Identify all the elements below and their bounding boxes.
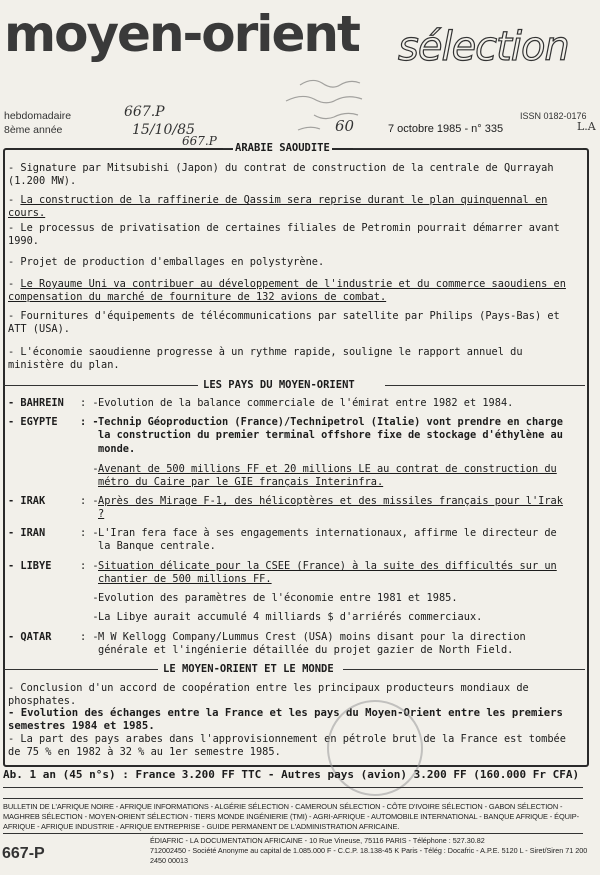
country-label-iran: - IRAN bbox=[8, 527, 46, 539]
list-item: - Fournitures d'équipements de télécommunications par satellite par Philips (Pays-Bas) et ATT (USA). bbox=[8, 310, 560, 336]
list-item: - Conclusion d'un accord de coopération entre les principaux producteurs mondiaux de phosphates. bbox=[8, 682, 529, 708]
publisher-info bbox=[150, 836, 590, 866]
list-item: : - L'Iran fera face à ses engagements internationaux, affirme le directeur de la Banque centrale. bbox=[80, 527, 557, 553]
country-label-qatar: - QATAR bbox=[8, 631, 52, 643]
masthead-subtitle: sélection bbox=[398, 24, 569, 70]
list-item: - Evolution des paramètres de l'économie entre 1981 et 1985. bbox=[80, 592, 458, 604]
section-header-countries bbox=[3, 378, 589, 392]
list-item: - La part des pays arabes dans l'approvisionnement en pétrole brut de la France est tombée de 75 % en 1982 à 32 % au 1er semestre 1985. bbox=[8, 733, 566, 759]
list-item: - La Libye aurait accumulé 4 milliards $ d'arriérés commerciaux. bbox=[80, 611, 483, 623]
handwritten-date: 15/10/85 bbox=[132, 122, 195, 138]
issue-suffix: L.A bbox=[577, 120, 596, 133]
country-label-libye: - LIBYE bbox=[8, 560, 52, 572]
frequency-label: hebdomadaire bbox=[4, 110, 72, 122]
publisher-line-2: 712002450 - Société Anonyme au capital de 1.085.000 F - C.C.P. 18.138-45 K Paris - Télég : Docafric - A.P.E. 5120 L - Siret/Siren 71 200 2450 00013 bbox=[150, 846, 588, 865]
section-header-world bbox=[3, 662, 589, 676]
list-item: - Signature par Mitsubishi (Japon) du contrat de construction de la centrale de Qurrayah (1.200 MW). bbox=[8, 162, 554, 188]
section-title-world: LE MOYEN-ORIENT ET LE MONDE bbox=[163, 663, 334, 675]
handwritten-code: 667.P bbox=[124, 104, 165, 120]
page-number: 60 bbox=[335, 117, 355, 135]
section-header-saudi bbox=[3, 141, 589, 155]
subscription-price: Ab. 1 an (45 n°s) : France 3.200 FF TTC - Autres pays (avion) 3.200 FF (160.000 Fr CFA) bbox=[3, 768, 580, 781]
country-label-egypte: - EGYPTE bbox=[8, 416, 58, 428]
list-item: : - Technip Géoproduction (France)/Technipetrol (Italie) vont prendre en charge la construction du premier terminal offshore fixe de stockage d'éthylène au monde. bbox=[80, 416, 563, 455]
year-label: 8ème année bbox=[4, 124, 63, 136]
section-title-saudi: ARABIE SAOUDITE bbox=[235, 142, 330, 154]
divider bbox=[3, 787, 583, 788]
list-item: - Projet de production d'emballages en polystyrène. bbox=[8, 256, 325, 268]
handwritten-code-2: 667.P bbox=[182, 134, 217, 148]
masthead-title: moyen-orient bbox=[4, 5, 359, 63]
divider bbox=[3, 798, 583, 799]
list-item: - L'économie saoudienne progresse à un rythme rapide, souligne le rapport annuel du ministère du plan. bbox=[8, 346, 523, 372]
country-label-bahrein: - BAHREIN bbox=[8, 397, 64, 409]
publisher-line-1: ÉDIAFRIC - LA DOCUMENTATION AFRICAINE - 10 Rue Vineuse, 75116 PARIS - Téléphone : 527.30.82 bbox=[150, 836, 485, 845]
country-label-irak: - IRAK bbox=[8, 495, 46, 507]
list-item: : - M W Kellogg Company/Lummus Crest (USA) moins disant pour la direction générale et l'ingénierie détaillée du projet gazier de North Field. bbox=[80, 631, 526, 657]
document-code: 667-P bbox=[2, 845, 45, 862]
list-item: - Le Royaume Uni va contribuer au développement de l'industrie et du commerce saoudiens en compensation du marché de fourniture de 132 avions de combat. bbox=[8, 278, 566, 304]
list-item: - Le processus de privatisation de certaines filiales de Petromin pourrait démarrer avant 1990. bbox=[8, 222, 560, 248]
list-item: : - Après des Mirage F-1, des hélicoptères et des missiles français pour l'Irak ? bbox=[80, 495, 563, 521]
list-item: - Avenant de 500 millions FF et 20 millions LE au contrat de construction du métro du Caire par le GIE français Interinfra. bbox=[80, 463, 557, 489]
list-item: - La construction de la raffinerie de Qassim sera reprise durant le plan quinquennal en cours. bbox=[8, 194, 548, 220]
issue-date: 7 octobre 1985 - n° 335 bbox=[388, 123, 504, 135]
section-title-countries: LES PAYS DU MOYEN-ORIENT bbox=[203, 379, 355, 391]
list-item: : - Evolution de la balance commerciale de l'émirat entre 1982 et 1984. bbox=[80, 397, 514, 409]
list-item: : - Situation délicate pour la CSEE (France) à la suite des difficultés sur un chantier de 500 millions FF. bbox=[80, 560, 557, 586]
divider bbox=[3, 833, 583, 834]
publications-list: BULLETIN DE L'AFRIQUE NOIRE - AFRIQUE INFORMATIONS - ALGÉRIE SÉLECTION - CAMEROUN SÉLECTION - CÔTE D'IVOIRE SÉLECTION - GABON SÉLECTION - MAGHREB SÉLECTION - MOYEN-ORIENT SÉLECTION - TIERS MONDE INGÉNIERIE (TMI) - AGRI-AFRIQUE - AUTOMOBILE INTERNATIONAL - BANQUE AFRIQUE - ÉQUIP-AFRIQUE - AFRIQUE INDUSTRIE - AFRIQUE ENTREPRISE - GUIDE PERMANENT DE L'ADMINISTRATION AFRICAINE. bbox=[3, 802, 579, 831]
list-item: - Evolution des échanges entre la France et les pays du Moyen-Orient entre les premiers semestres 1984 et 1985. bbox=[8, 707, 563, 733]
issn: ISSN 0182-0176 bbox=[520, 111, 587, 121]
